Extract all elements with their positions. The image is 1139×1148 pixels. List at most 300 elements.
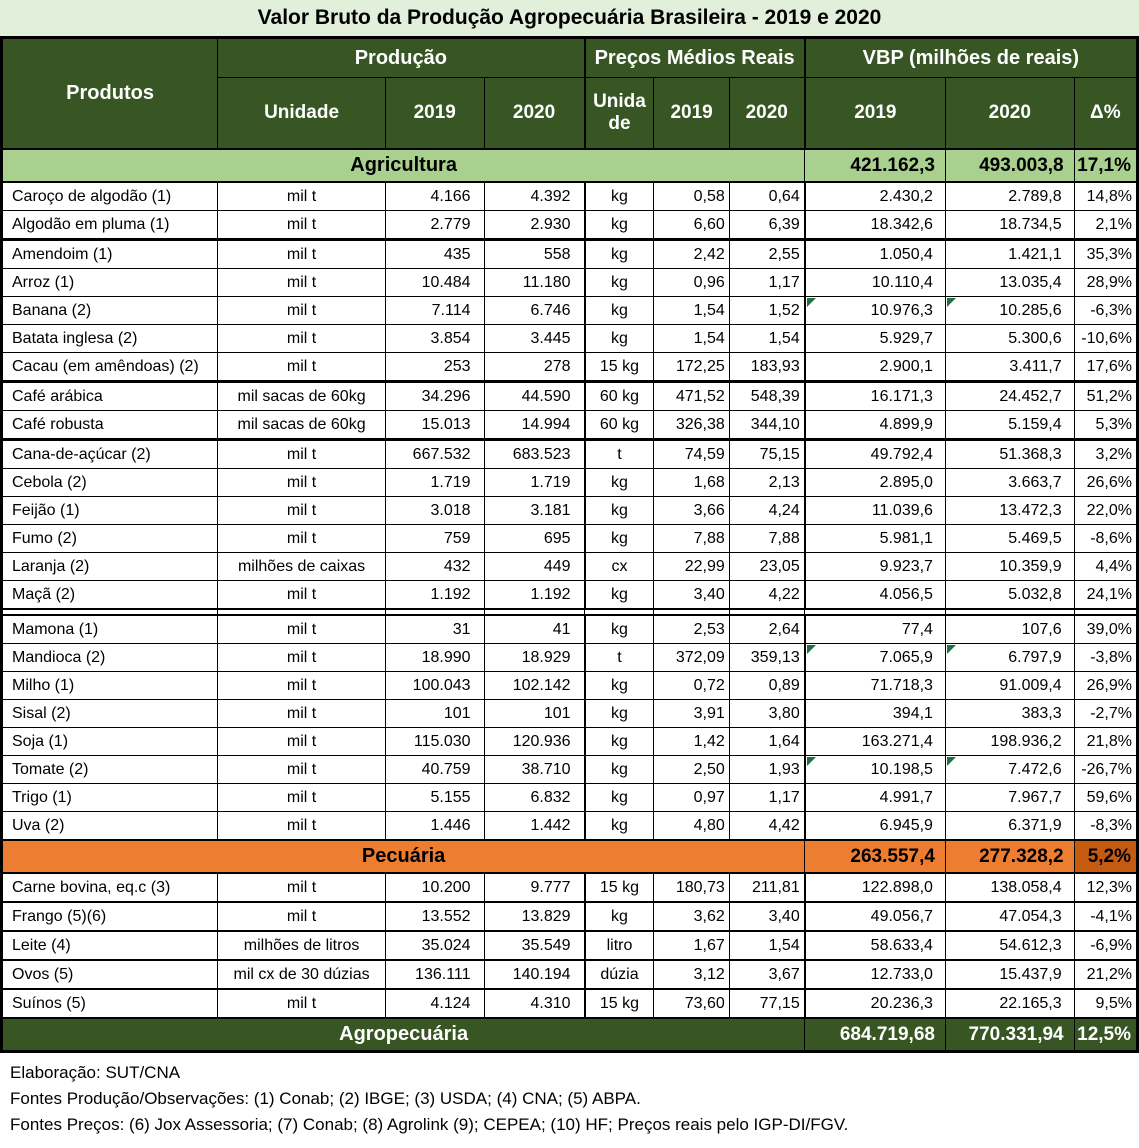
vbp-2020 bbox=[945, 812, 1074, 841]
production-unit-value: mil t bbox=[286, 648, 317, 666]
product-name bbox=[2, 931, 218, 960]
production-2019 bbox=[386, 989, 485, 1018]
delta-pct bbox=[1074, 873, 1137, 902]
price-unit-value: kg bbox=[611, 301, 628, 319]
price-2019 bbox=[654, 382, 729, 411]
price-2020 bbox=[729, 960, 804, 989]
table-row bbox=[2, 240, 1138, 269]
production-2019 bbox=[386, 615, 485, 644]
vbp-2019 bbox=[805, 812, 946, 841]
production-unit bbox=[218, 615, 386, 644]
price-2020-value: 7,88 bbox=[768, 529, 800, 547]
pecuaria-vbp-2019: 263.557,4 bbox=[805, 840, 946, 873]
delta-pct-value: -6,3% bbox=[1090, 301, 1132, 319]
table-row bbox=[2, 700, 1138, 728]
production-unit bbox=[218, 440, 386, 469]
production-2020-value: 1.442 bbox=[530, 816, 571, 834]
price-unit-value: t bbox=[617, 445, 622, 463]
vbp-2019-value: 12.733,0 bbox=[870, 965, 933, 983]
vbp-2019-value: 10.198,5 bbox=[870, 760, 933, 778]
production-2020 bbox=[484, 525, 585, 553]
production-2019 bbox=[386, 873, 485, 902]
section-row-agricultura bbox=[2, 149, 1138, 182]
vbp-2019 bbox=[805, 615, 946, 644]
delta-pct-value: -2,7% bbox=[1090, 704, 1132, 722]
production-2020 bbox=[484, 644, 585, 672]
delta-pct-value: 21,2% bbox=[1086, 965, 1132, 983]
production-unit bbox=[218, 269, 386, 297]
price-2020-value: 1,54 bbox=[768, 936, 800, 954]
price-unit bbox=[585, 700, 654, 728]
price-unit bbox=[585, 411, 654, 440]
delta-pct-value: 4,4% bbox=[1095, 557, 1132, 575]
header-preco-unidade: Unida de bbox=[585, 78, 654, 150]
vbp-2019-value: 4.899,9 bbox=[879, 415, 933, 433]
production-unit bbox=[218, 211, 386, 240]
production-2019-value: 1.446 bbox=[430, 816, 471, 834]
price-2020 bbox=[729, 325, 804, 353]
production-2020 bbox=[484, 931, 585, 960]
delta-pct bbox=[1074, 700, 1137, 728]
footnote-elaboracao: Elaboração: SUT/CNA bbox=[10, 1063, 181, 1082]
price-2020 bbox=[729, 469, 804, 497]
price-2020 bbox=[729, 211, 804, 240]
price-unit-value: kg bbox=[611, 816, 628, 834]
delta-pct-value: -3,8% bbox=[1090, 648, 1132, 666]
price-2019 bbox=[654, 902, 729, 931]
production-2019 bbox=[386, 269, 485, 297]
vbp-2020 bbox=[945, 211, 1074, 240]
production-2019-value: 253 bbox=[443, 357, 471, 375]
production-unit-value: mil t bbox=[286, 760, 317, 778]
delta-pct bbox=[1074, 411, 1137, 440]
product-name bbox=[2, 353, 218, 382]
price-2020-value: 1,17 bbox=[768, 273, 800, 291]
production-2019 bbox=[386, 931, 485, 960]
price-unit bbox=[585, 756, 654, 784]
table-row bbox=[2, 960, 1138, 989]
production-2019 bbox=[386, 325, 485, 353]
delta-pct bbox=[1074, 525, 1137, 553]
production-2020-value: 14.994 bbox=[521, 415, 571, 433]
table-row bbox=[2, 211, 1138, 240]
delta-pct-value: -6,9% bbox=[1090, 936, 1132, 954]
formula-flag-icon bbox=[947, 757, 956, 766]
production-2020-value: 41 bbox=[552, 620, 571, 638]
production-unit bbox=[218, 644, 386, 672]
production-2019-value: 759 bbox=[443, 529, 471, 547]
production-2019-value: 101 bbox=[443, 704, 471, 722]
vbp-2020-value: 5.469,5 bbox=[1008, 529, 1062, 547]
vbp-2019 bbox=[805, 269, 946, 297]
price-2020 bbox=[729, 784, 804, 812]
vbp-2020 bbox=[945, 728, 1074, 756]
price-2020-value: 4,42 bbox=[768, 816, 800, 834]
pecuaria-vbp-2020: 277.328,2 bbox=[945, 840, 1074, 873]
production-2019 bbox=[386, 297, 485, 325]
price-2020-value: 6,39 bbox=[768, 215, 800, 233]
delta-pct-value: 17,6% bbox=[1086, 357, 1132, 375]
production-2020 bbox=[484, 700, 585, 728]
delta-pct bbox=[1074, 581, 1137, 610]
price-unit-value: kg bbox=[611, 620, 628, 638]
production-2020 bbox=[484, 297, 585, 325]
product-name-value: Cacau (em amêndoas) (2) bbox=[12, 357, 199, 375]
vbp-2020-value: 10.285,6 bbox=[999, 301, 1062, 319]
production-2019 bbox=[386, 812, 485, 841]
price-2020-value: 183,93 bbox=[750, 357, 800, 375]
price-unit-value: kg bbox=[611, 788, 628, 806]
vbp-2019-value: 49.056,7 bbox=[870, 907, 933, 925]
production-unit bbox=[218, 353, 386, 382]
production-2019-value: 435 bbox=[443, 245, 471, 263]
production-unit bbox=[218, 931, 386, 960]
production-unit bbox=[218, 581, 386, 610]
price-2020 bbox=[729, 525, 804, 553]
vbp-2020-value: 47.054,3 bbox=[999, 907, 1062, 925]
price-2020 bbox=[729, 756, 804, 784]
production-2019-value: 35.024 bbox=[421, 936, 471, 954]
vbp-2020-value: 5.159,4 bbox=[1008, 415, 1062, 433]
vbp-2020 bbox=[945, 325, 1074, 353]
table-row bbox=[2, 269, 1138, 297]
price-2020-value: 23,05 bbox=[759, 557, 800, 575]
production-2020 bbox=[484, 211, 585, 240]
delta-pct bbox=[1074, 297, 1137, 325]
product-name-value: Cana-de-açúcar (2) bbox=[12, 445, 151, 463]
production-unit-value: mil t bbox=[286, 357, 317, 375]
price-2019-value: 1,42 bbox=[693, 732, 725, 750]
product-name-value: Mandioca (2) bbox=[12, 648, 106, 666]
table-row bbox=[2, 672, 1138, 700]
price-unit-value: kg bbox=[611, 676, 628, 694]
production-unit bbox=[218, 182, 386, 211]
vbp-2020 bbox=[945, 873, 1074, 902]
price-2020-value: 211,81 bbox=[751, 878, 800, 896]
product-name bbox=[2, 812, 218, 841]
price-2019 bbox=[654, 784, 729, 812]
price-2020-value: 2,13 bbox=[768, 473, 800, 491]
delta-pct bbox=[1074, 269, 1137, 297]
product-name-value: Cebola (2) bbox=[12, 473, 87, 491]
price-2020 bbox=[729, 644, 804, 672]
vbp-2019 bbox=[805, 960, 946, 989]
production-2019 bbox=[386, 553, 485, 581]
production-2020 bbox=[484, 353, 585, 382]
price-unit-value: 15 kg bbox=[599, 878, 640, 896]
production-2019-value: 432 bbox=[443, 557, 471, 575]
delta-pct bbox=[1074, 902, 1137, 931]
footnotes bbox=[0, 1053, 1139, 1138]
formula-flag-icon bbox=[807, 298, 816, 307]
production-2019 bbox=[386, 784, 485, 812]
production-unit-value: mil t bbox=[286, 473, 317, 491]
delta-pct bbox=[1074, 553, 1137, 581]
production-unit-value: mil t bbox=[286, 704, 317, 722]
production-2019 bbox=[386, 469, 485, 497]
price-unit bbox=[585, 989, 654, 1018]
vbp-2020 bbox=[945, 784, 1074, 812]
production-2020 bbox=[484, 581, 585, 610]
production-2020-value: 102.142 bbox=[512, 676, 571, 694]
price-2019-value: 73,60 bbox=[684, 994, 725, 1012]
price-2020-value: 3,67 bbox=[768, 965, 800, 983]
vbp-2019-value: 1.050,4 bbox=[879, 245, 933, 263]
price-2020 bbox=[729, 353, 804, 382]
product-name-value: Leite (4) bbox=[12, 936, 71, 954]
vbp-2020-value: 5.032,8 bbox=[1008, 585, 1062, 603]
price-2020 bbox=[729, 182, 804, 211]
production-2020 bbox=[484, 960, 585, 989]
vbp-2020-value: 2.789,8 bbox=[1008, 187, 1062, 205]
vbp-2020-value: 3.411,7 bbox=[1009, 357, 1062, 375]
section-label-agropecuaria: Agropecuária bbox=[2, 1018, 805, 1052]
vbp-2020 bbox=[945, 553, 1074, 581]
vbp-2019 bbox=[805, 469, 946, 497]
table-row bbox=[2, 902, 1138, 931]
production-2019 bbox=[386, 902, 485, 931]
production-2020-value: 1.192 bbox=[530, 585, 571, 603]
delta-pct-value: -10,6% bbox=[1081, 329, 1132, 347]
production-2019-value: 3.018 bbox=[430, 501, 471, 519]
production-2020-value: 449 bbox=[543, 557, 571, 575]
production-2020 bbox=[484, 240, 585, 269]
vbp-2019-value: 16.171,3 bbox=[870, 387, 933, 405]
vbp-2019 bbox=[805, 700, 946, 728]
production-2020-value: 683.523 bbox=[512, 445, 571, 463]
production-2019-value: 2.779 bbox=[430, 215, 471, 233]
price-unit bbox=[585, 960, 654, 989]
price-2019 bbox=[654, 931, 729, 960]
price-unit bbox=[585, 240, 654, 269]
vbp-2019 bbox=[805, 353, 946, 382]
price-2020 bbox=[729, 269, 804, 297]
product-name bbox=[2, 989, 218, 1018]
production-unit bbox=[218, 553, 386, 581]
product-name bbox=[2, 784, 218, 812]
vbp-2020 bbox=[945, 615, 1074, 644]
product-name-value: Maçã (2) bbox=[12, 585, 76, 603]
price-unit-value: kg bbox=[611, 215, 628, 233]
vbp-2019 bbox=[805, 182, 946, 211]
delta-pct-value: 21,8% bbox=[1086, 732, 1132, 750]
price-2019-value: 2,42 bbox=[693, 245, 725, 263]
product-name bbox=[2, 525, 218, 553]
table-row bbox=[2, 497, 1138, 525]
table-row bbox=[2, 728, 1138, 756]
price-2020 bbox=[729, 700, 804, 728]
production-unit bbox=[218, 240, 386, 269]
table-row bbox=[2, 784, 1138, 812]
price-2020-value: 2,64 bbox=[768, 620, 800, 638]
price-2020 bbox=[729, 581, 804, 610]
price-unit-value: kg bbox=[611, 245, 628, 263]
production-unit bbox=[218, 525, 386, 553]
header-preco-2019: 2019 bbox=[654, 78, 729, 150]
vbp-2020-value: 10.359,9 bbox=[999, 557, 1062, 575]
vbp-2020-value: 18.734,5 bbox=[999, 215, 1062, 233]
vbp-2020-value: 6.797,9 bbox=[1008, 648, 1062, 666]
production-unit bbox=[218, 873, 386, 902]
delta-pct-value: 26,6% bbox=[1086, 473, 1132, 491]
price-2020-value: 1,93 bbox=[768, 760, 800, 778]
price-unit-value: 15 kg bbox=[599, 357, 640, 375]
price-2019-value: 1,68 bbox=[693, 473, 725, 491]
table-row bbox=[2, 989, 1138, 1018]
production-2019 bbox=[386, 728, 485, 756]
formula-flag-icon bbox=[807, 645, 816, 654]
production-2020 bbox=[484, 615, 585, 644]
product-name-value: Fumo (2) bbox=[12, 529, 77, 547]
table-row bbox=[2, 382, 1138, 411]
product-name-value: Tomate (2) bbox=[12, 760, 89, 778]
delta-pct bbox=[1074, 728, 1137, 756]
price-unit bbox=[585, 497, 654, 525]
delta-pct-value: -4,1% bbox=[1090, 907, 1132, 925]
table-row bbox=[2, 525, 1138, 553]
production-2019 bbox=[386, 382, 485, 411]
delta-pct bbox=[1074, 615, 1137, 644]
header-produtos: Produtos bbox=[2, 38, 218, 150]
product-name-value: Laranja (2) bbox=[12, 557, 90, 575]
price-2019 bbox=[654, 240, 729, 269]
price-2020 bbox=[729, 873, 804, 902]
production-2019 bbox=[386, 497, 485, 525]
price-unit bbox=[585, 469, 654, 497]
product-name-value: Mamona (1) bbox=[12, 620, 99, 638]
price-2019 bbox=[654, 728, 729, 756]
vbp-2019-value: 71.718,3 bbox=[870, 676, 933, 694]
production-2020 bbox=[484, 784, 585, 812]
production-unit-value: mil t bbox=[286, 245, 317, 263]
production-2019-value: 100.043 bbox=[412, 676, 471, 694]
price-unit bbox=[585, 931, 654, 960]
vbp-2020 bbox=[945, 240, 1074, 269]
formula-flag-icon bbox=[947, 645, 956, 654]
production-unit bbox=[218, 411, 386, 440]
table-row bbox=[2, 615, 1138, 644]
price-2020-value: 344,10 bbox=[750, 415, 800, 433]
price-2019 bbox=[654, 440, 729, 469]
price-2019 bbox=[654, 672, 729, 700]
price-unit-value: kg bbox=[611, 473, 628, 491]
agropecuaria-vbp-2020: 770.331,94 bbox=[945, 1018, 1074, 1052]
price-2019-value: 0,96 bbox=[693, 273, 725, 291]
header-producao: Produção bbox=[218, 38, 585, 78]
table-header bbox=[2, 38, 1138, 150]
product-name bbox=[2, 469, 218, 497]
price-unit-value: 60 kg bbox=[599, 415, 640, 433]
vbp-2020 bbox=[945, 411, 1074, 440]
vbp-2019 bbox=[805, 240, 946, 269]
vbp-2020 bbox=[945, 440, 1074, 469]
production-2020 bbox=[484, 553, 585, 581]
table-row bbox=[2, 756, 1138, 784]
delta-pct bbox=[1074, 182, 1137, 211]
production-unit-value: mil sacas de 60kg bbox=[237, 415, 366, 433]
price-2020-value: 3,40 bbox=[768, 907, 800, 925]
price-2019 bbox=[654, 525, 729, 553]
vbp-2020-value: 198.936,2 bbox=[990, 732, 1062, 750]
price-unit-value: kg bbox=[611, 585, 628, 603]
price-2019-value: 74,59 bbox=[684, 445, 725, 463]
price-2019-value: 3,40 bbox=[693, 585, 725, 603]
vbp-2019 bbox=[805, 728, 946, 756]
production-2020-value: 1.719 bbox=[530, 473, 571, 491]
product-name-value: Carne bovina, eq.c (3) bbox=[12, 878, 171, 896]
vbp-2019-value: 163.271,4 bbox=[861, 732, 933, 750]
production-unit-value: milhões de litros bbox=[243, 936, 360, 954]
delta-pct-value: 39,0% bbox=[1086, 620, 1132, 638]
production-unit-value: mil t bbox=[286, 301, 317, 319]
production-2019-value: 18.990 bbox=[421, 648, 471, 666]
production-2020-value: 3.445 bbox=[530, 329, 571, 347]
section-row-pecuaria bbox=[2, 840, 1138, 873]
delta-pct bbox=[1074, 240, 1137, 269]
delta-pct-value: 12,3% bbox=[1086, 878, 1132, 896]
production-2020 bbox=[484, 989, 585, 1018]
product-name-value: Trigo (1) bbox=[12, 788, 72, 806]
delta-pct-value: -8,3% bbox=[1090, 816, 1132, 834]
vbp-2019 bbox=[805, 297, 946, 325]
price-2019 bbox=[654, 960, 729, 989]
delta-pct-value: 5,3% bbox=[1095, 415, 1132, 433]
vbp-2020 bbox=[945, 960, 1074, 989]
production-unit-value: mil sacas de 60kg bbox=[237, 387, 366, 405]
vbp-2019 bbox=[805, 931, 946, 960]
vbp-2019 bbox=[805, 756, 946, 784]
production-unit-value: mil t bbox=[286, 878, 317, 896]
price-unit-value: litro bbox=[606, 936, 633, 954]
price-2020 bbox=[729, 931, 804, 960]
price-2019-value: 0,72 bbox=[693, 676, 725, 694]
section-row-agropecuaria bbox=[2, 1018, 1138, 1052]
delta-pct-value: 26,9% bbox=[1086, 676, 1132, 694]
production-2019-value: 4.124 bbox=[430, 994, 471, 1012]
product-name bbox=[2, 553, 218, 581]
production-2019-value: 1.192 bbox=[430, 585, 471, 603]
vbp-2019 bbox=[805, 644, 946, 672]
delta-pct bbox=[1074, 756, 1137, 784]
price-unit bbox=[585, 353, 654, 382]
price-2019 bbox=[654, 211, 729, 240]
header-delta: Δ% bbox=[1074, 78, 1137, 150]
production-unit bbox=[218, 960, 386, 989]
production-unit-value: mil t bbox=[286, 215, 317, 233]
production-unit-value: milhões de caixas bbox=[237, 557, 366, 575]
price-unit-value: dúzia bbox=[600, 965, 639, 983]
vbp-2019 bbox=[805, 902, 946, 931]
table-row bbox=[2, 812, 1138, 841]
price-2020-value: 0,64 bbox=[768, 187, 800, 205]
delta-pct-value: 3,2% bbox=[1095, 445, 1132, 463]
vbp-2019-value: 11.039,6 bbox=[871, 501, 933, 519]
price-2020 bbox=[729, 615, 804, 644]
production-unit-value: mil t bbox=[286, 732, 317, 750]
price-2019-value: 0,58 bbox=[693, 187, 725, 205]
price-2020 bbox=[729, 382, 804, 411]
production-2019 bbox=[386, 440, 485, 469]
vbp-2020 bbox=[945, 353, 1074, 382]
delta-pct-value: 35,3% bbox=[1086, 245, 1132, 263]
production-unit-value: mil t bbox=[286, 788, 317, 806]
vbp-2020 bbox=[945, 469, 1074, 497]
product-name bbox=[2, 644, 218, 672]
product-name-value: Sisal (2) bbox=[12, 704, 71, 722]
price-2020 bbox=[729, 728, 804, 756]
price-unit bbox=[585, 615, 654, 644]
price-2020 bbox=[729, 240, 804, 269]
